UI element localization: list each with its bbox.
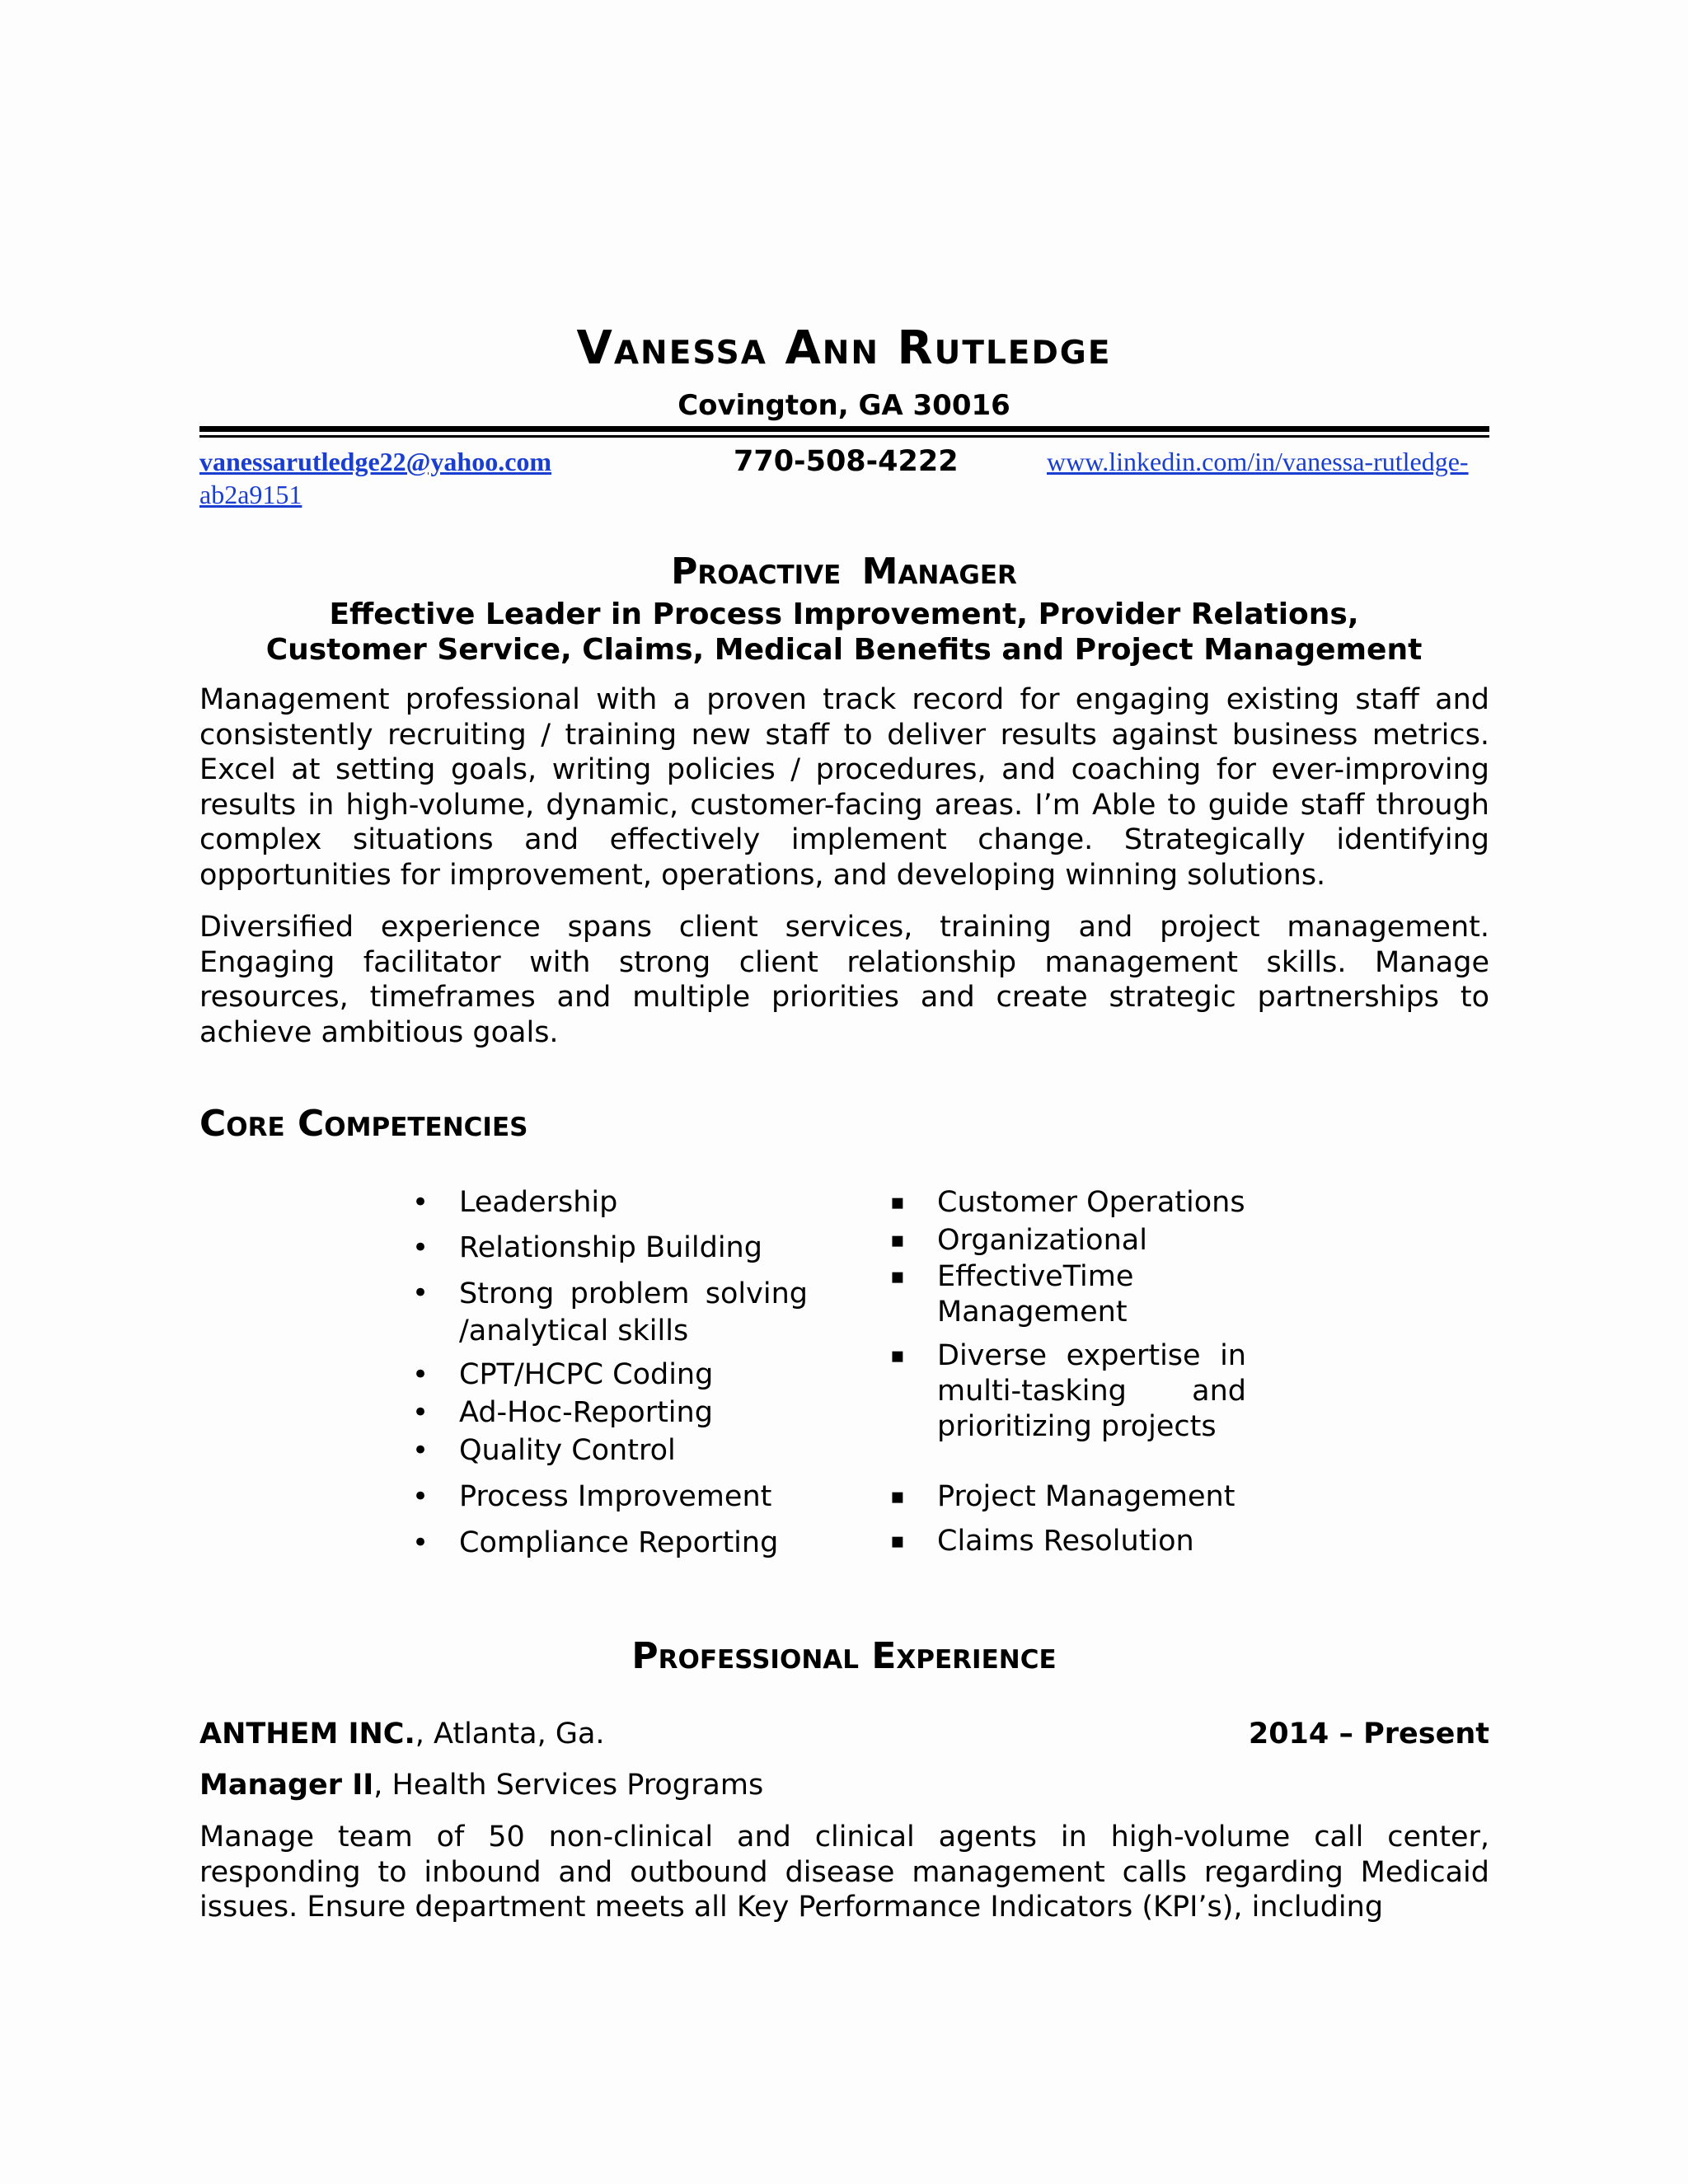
list-item: ▪ Customer Operations bbox=[890, 1186, 1245, 1219]
job-description: Manage team of 50 non-clinical and clinical agents in high-volume call center, responding to inbound and outbound disease management calls regarding Medicaid issues. Ensure department meets all Key Performance Indicators (KPI’s), including bbox=[199, 1821, 1489, 1924]
phone-number: 770-508-4222 bbox=[734, 445, 959, 478]
company-location: , Atlanta, Ga. bbox=[415, 1718, 605, 1750]
bullet-dot-icon: • bbox=[412, 1231, 429, 1264]
job-title: Manager II bbox=[199, 1769, 374, 1802]
candidate-name: Vanessa Ann Rutledge bbox=[576, 321, 1112, 375]
list-item: ▪ Claims Resolution bbox=[890, 1525, 1194, 1558]
bullet-square-icon: ▪ bbox=[890, 1264, 905, 1289]
bullet-square-icon: ▪ bbox=[890, 1343, 905, 1368]
header-divider-thick bbox=[199, 426, 1489, 432]
bullet-square-icon: ▪ bbox=[890, 1228, 905, 1253]
bullet-square-icon: ▪ bbox=[890, 1529, 905, 1554]
bullet-dot-icon: • bbox=[412, 1480, 429, 1513]
summary-paragraph-1: Management professional with a proven track record for engaging existing staff and consistently recruiting / training new staff to deliver results against business metrics. Excel at setting goals, writing policies / procedures, and coaching for ever-improving results in high-volume, dynamic, customer-facing areas. I’m Able to guide staff through complex situations and effectively implement change. Strategically identifying opportunities for improvement, operations, and developing winning solutions. bbox=[199, 683, 1489, 892]
headline: Proactive Manager bbox=[671, 551, 1017, 593]
company-name: ANTHEM INC. bbox=[199, 1718, 415, 1750]
subheadline: Effective Leader in Process Improvement, Provider Relations, Customer Service, Claims, Medical Benefits and Project Management bbox=[265, 598, 1423, 667]
bullet-dot-icon: • bbox=[412, 1526, 429, 1559]
job-company-line bbox=[199, 1718, 605, 1750]
list-item: • Process Improvement bbox=[412, 1480, 772, 1513]
address: Covington, GA 30016 bbox=[678, 389, 1010, 422]
summary-paragraph-2: Diversified experience spans client services, training and project management. Engaging facilitator with strong client relationship management skills. Manage resources, timeframes and multiple priorities and create strategic partnerships to achieve ambitious goals. bbox=[199, 911, 1489, 1049]
bullet-square-icon: ▪ bbox=[890, 1484, 905, 1509]
list-item: • Leadership bbox=[412, 1186, 618, 1219]
list-item: • CPT/HCPC Coding bbox=[412, 1358, 714, 1391]
job-department: , Health Services Programs bbox=[373, 1769, 764, 1802]
bullet-dot-icon: • bbox=[412, 1186, 429, 1219]
list-item: • Ad-Hoc-Reporting bbox=[412, 1396, 713, 1429]
bullet-dot-icon: • bbox=[412, 1434, 429, 1467]
header-divider-thin bbox=[199, 435, 1489, 438]
job-dates: 2014 – Present bbox=[1248, 1718, 1489, 1750]
list-item: ▪ Diverse expertise in multi-tasking and prioritizing projects bbox=[890, 1339, 1246, 1443]
linkedin-link[interactable]: www.linkedin.com/in/vanessa-rutledge- bbox=[1047, 447, 1469, 476]
list-item: ▪ EffectiveTime Management bbox=[890, 1260, 1134, 1329]
bullet-square-icon: ▪ bbox=[890, 1190, 905, 1215]
bullet-dot-icon: • bbox=[412, 1396, 429, 1429]
list-item: • Compliance Reporting bbox=[412, 1526, 779, 1559]
email-link[interactable]: vanessarutledge22@yahoo.com bbox=[199, 447, 552, 476]
experience-heading: Professional Experience bbox=[631, 1635, 1057, 1677]
list-item: ▪ Project Management bbox=[890, 1480, 1236, 1513]
bullet-dot-icon: • bbox=[412, 1358, 429, 1391]
list-item: • Strong problem solving /analytical skills bbox=[412, 1277, 808, 1347]
list-item: • Quality Control bbox=[412, 1434, 676, 1467]
job-title-line bbox=[199, 1769, 763, 1802]
competencies-heading: Core Competencies bbox=[199, 1103, 528, 1145]
bullet-dot-icon: • bbox=[412, 1277, 429, 1310]
linkedin-link-continuation[interactable]: ab2a9151 bbox=[199, 480, 302, 509]
list-item: • Relationship Building bbox=[412, 1231, 762, 1264]
list-item: ▪ Organizational bbox=[890, 1224, 1147, 1257]
